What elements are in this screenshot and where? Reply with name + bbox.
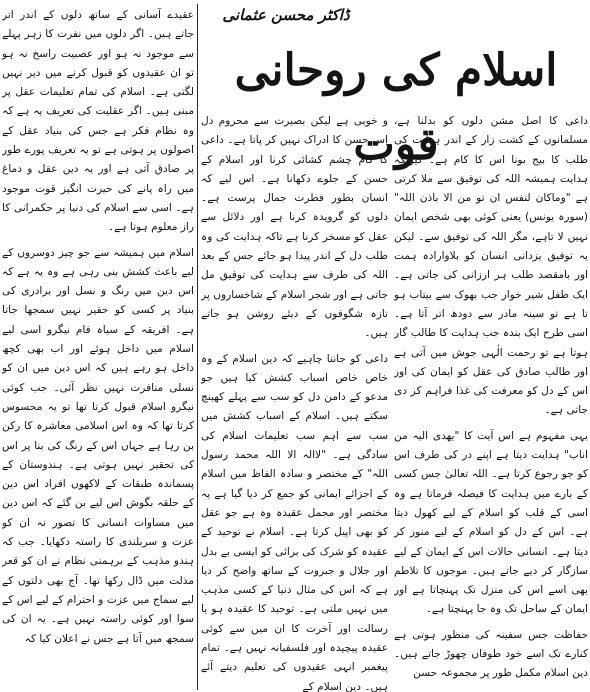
article-column-left xyxy=(2,6,194,692)
paragraph: داعی کو جاننا چاہیے کہ دین اسلام کے وہ خاص خاص اسباب کشش کیا ہیں جو مدعو کے دامن دل کو سب سے پہلے کھینچ سکتے ہیں۔ اسلام کے اسباب کشش میں سب سے اہم سب تعلیمات اسلام کی سادگی ہے۔ "لاالہ الا اللہ محمد رسول اللہ" کے مختصر و سادہ الفاظ میں اسلام کے اجزائے ایمانی کو جمع کر دیا گیا ہے یہ مختصر اور مجمل عقیدہ وہ ہے جو عقل کو بھی اپیل کرتا ہے۔ اسلام نے توحید کے عقیدہ کو شرک کی برائی کو ایسی بے بدل اور جلال و جبروت کے ساتھ واضح کر دیا ہے کہ اس کی مثال دنیا کے کسی مذہب میں نہیں ملتی ہے۔ توحید کا عقیدہ ہو یا رسالت اور آخرت کا ان میں سے کوئی عقیدہ پیچیدہ اور فلسفیانہ نہیں ہے۔ تمام پیغمبر انہی عقیدوں کی تعلیم دیتے آئے ہیں۔ دین اسلام کے xyxy=(201,352,388,692)
paragraph: عقیدے آسانی کے ساتھ دلوں کے اندر اتر جاتے ہیں۔ اگر دلوں میں نفرت کا زہر پہلے سے موجود نہ ہو اور عصبیت راسخ نہ ہو تو ان عقیدوں کو قبول کرنے میں دیر نہیں لگتی ہے۔ اسلام کی تمام تعلیمات عقل پر مبنی ہیں۔ اگر عقلیت کی تعریف یہ ہے کہ وہ نظام فکر ہے جس کی بنیاد عقل کے اصولوں پر ہوتی ہے تو یہ تعریف پورے طور پر صادق آتی ہے اور یہ دین عقل و دماغ میں راہ پانے کی حیرت انگیز قوت موجود ہے۔ اسی سے اسلام کی دنیا پر حکمرانی کا راز معلوم ہوتا ہے۔ xyxy=(2,9,194,234)
paragraph: داعی کا اصل مشن دلوں کو بدلنا ہے، مسلمانوں کے کشت زار کے اندر ہدایت کی طلب کا بیج بونا اس کا کام ہے۔ کیونکہ ہدایت ہمیشہ اللہ کی توفیق سے ملا کرتی ہے "وماکان لنفس ان تو من الا باذن اللہ" (سورہ یونس) یعنی کوئی بھی شخص ایمان نہیں لا تاہے، مگر اللہ کی توفیق سے۔ لیکن یہ توفیق یزدانی انسان کو بلاوارادہ ہمت اور بامقصد طلب ہر ارزانی کی جاتی ہے۔ ایک طفل شیر خوار جب بھوک سے بیتاب ہو تا ہے تو سینہ مادر سے دودھ اتر آتا ہے۔ اسی طرح ایک بندہ جب ہدایت کا طالب گار ہوتا ہے تو رحمت الٰہی جوش میں آتی ہے اور طالب صادق کی عقل کو ایمان کی اور اس کے دل کو معرفت کی غذا فراہم کر دی جاتی ہے۔ xyxy=(394,115,588,417)
paragraph: حفاظت جس سفینہ کی منظور ہوتی ہے کنارے تک اسے خود طوفاں چھوڑ جاتے ہیں۔ دین اسلام مکمل طور پر مجموعہ حسن xyxy=(394,628,588,680)
article-column-right xyxy=(394,112,588,692)
paragraph: یہی مفہوم ہے اس آیت کا "یھدی الیہ من اناب" ہدایت دیتا ہے اپنے در کی طرف اس کو جو رجوع کرتا ہے۔ اللہ تعالیٰ جس کسی کے بارے میں ہدایت کا فیصلہ فرماتا ہے وہ اسی کے قلب کو اسلام کے لیے کھول دیتا ہے۔ اس کے دل کو اسلام کے لیے منور کر دیتا ہے۔ انسانی حالات اس کے ایمان کے لیے سازگار کر دیے جاتے ہیں۔ موجوں کا تلاطم بھی اسے اس کی منزل تک پہنچاتا ہے اور ایمان کے ساحل تک وہ جا پہنچتا ہے۔ xyxy=(394,429,588,616)
article-headline: اسلام کی روحانی قوت xyxy=(234,45,558,170)
paragraph: اسلام میں ہمیشہ سے جو چیز دوسروں کے لیے باعث کشش بنی رہی ہے وہ یہ ہے کہ اس دین میں رنگ و نسل اور برادری کی بنیاد پر کسی کو حقیر نہیں سمجھا جاتا ہے۔ افریقہ کے سیاہ فام نیگرو اسی لیے اسلام میں داخل ہوئے اور اب بھی کچھ داخل ہو رہے ہیں کہ اس دین میں ان کو نسلی منافرت نہیں نظر آئی۔ جب کوئی نیگرو اسلام قبول کرتا تھا تو یہ محسوس کرتا تھا کہ وہ اس اسلامی معاشرہ کا رکن بن رہا ہے جہاں اس کے رنگ کی بنا پر اس کی تحقیر نہیں ہوتی ہے۔ ہندوستان کے پسماندہ طبقات کے لاکھوں افراد اس دین کے حلقہ بگوش اس لیے بن گئے کہ اس دین میں مساوات انسانی کا تصور نہ ان کو عزت و سربلندی کا راستہ دکھایا۔ جب کہ ہندو مذہب کے برہمنی نظام نے ان کو قعر مذلت میں ڈال رکھا تھا۔ آج بھی دلتوں کے لیے سماج میں عزت و احترام کے لیے اس کے سوا اور کوئی راستہ نہیں ہے۔ یہ ان کی سمجھ میں آتا ہے جس نے اعلان کیا کہ xyxy=(2,246,194,645)
paragraph: و خوبی ہے لیکن بصیرت سے محروم دل اس حسن کا ادراک نہیں کر پاتا ہے۔ داعی کا کام چشم کشائی کرنا اور اسلام کے حسن کے جلوے دکھانا ہے۔ اس لیے کہ انسان بطور فطرت جمال پرست ہے۔ دلوں کو گرویدہ کرنا ہے اور دلائل سے عقل کو مسخر کرنا ہے تاکہ ہدایت کی وہ طلب دل کے اندر پیدا ہو جائے جس کے بعد اللہ کی طرف سے ہدایت کی توفیق مل جاتی ہے اور شجر اسلام کے شاخساروں پر تازہ شگوفوں کے دیئے روشن ہو جاتے ہیں۔ xyxy=(201,115,388,340)
article-column-middle xyxy=(201,112,388,692)
author-byline: ڈاکٹر محسن عثمانی xyxy=(222,6,350,24)
column-divider xyxy=(197,4,198,690)
